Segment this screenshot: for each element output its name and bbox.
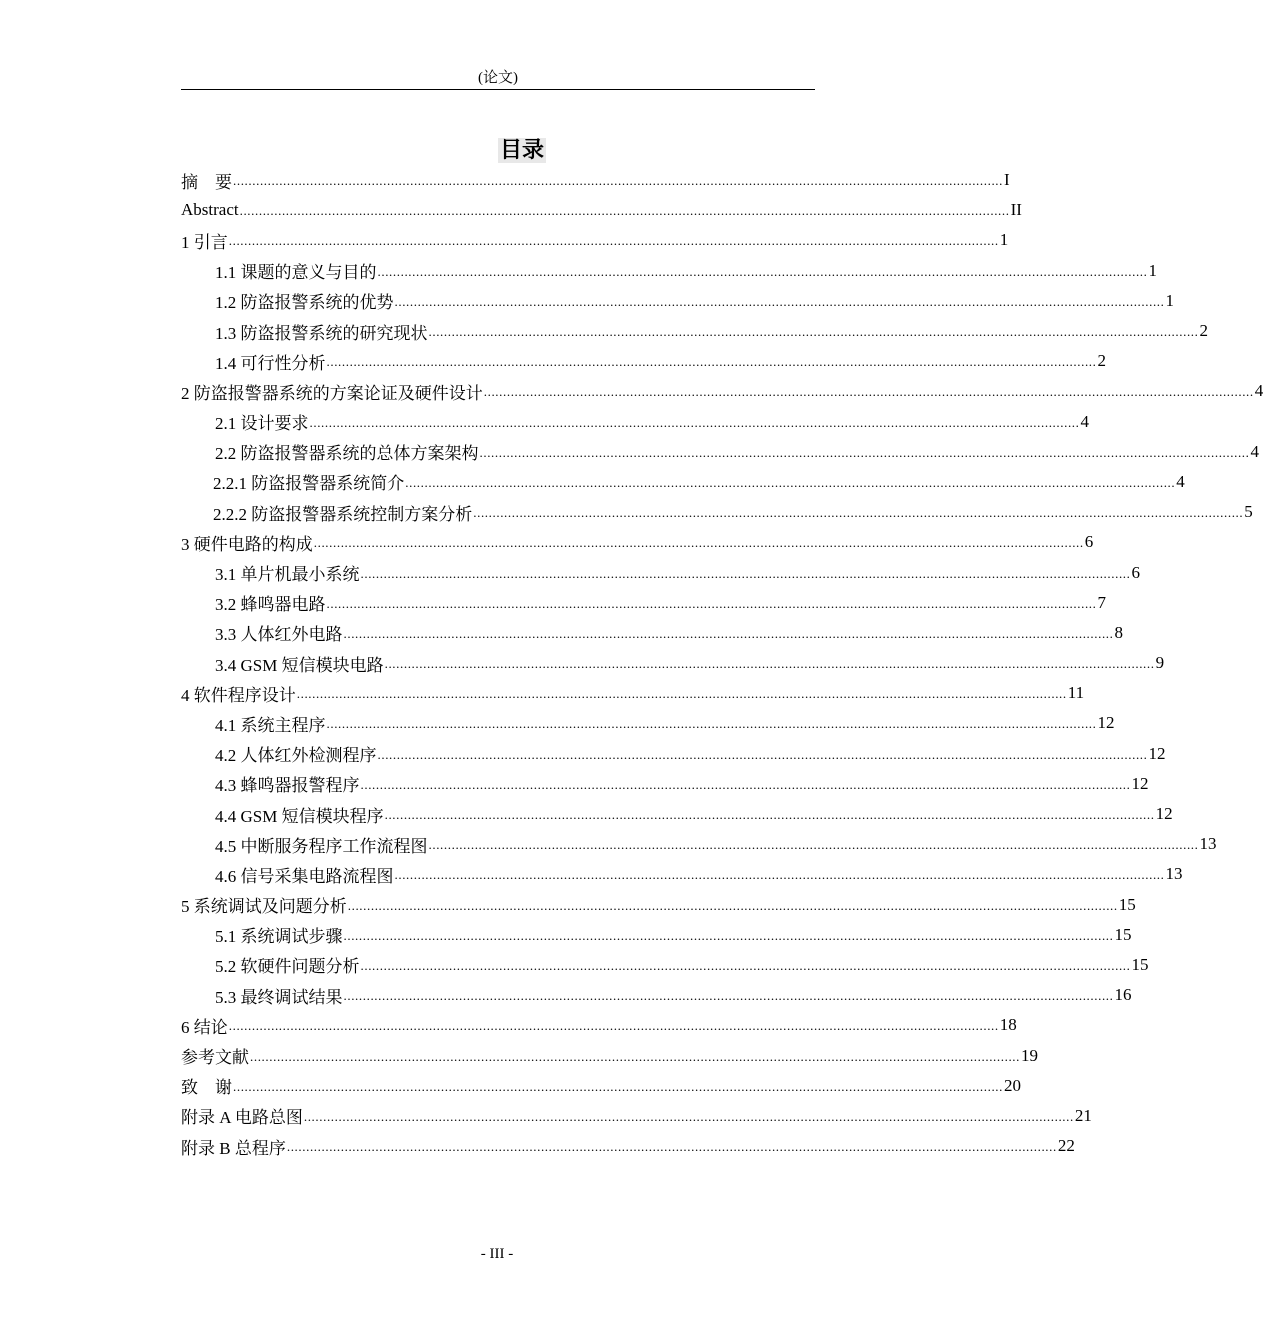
toc-leader-dots: ........................................................................................................................................................................................................ — [228, 1018, 999, 1034]
toc-leader-dots: ........................................................................................................................................................................................................ — [343, 625, 1114, 641]
toc-entry-page: 5 — [1244, 502, 1253, 522]
toc-entry-page: 4 — [1080, 411, 1089, 431]
toc-entry[interactable] — [181, 769, 1149, 799]
toc-entry-page: 18 — [999, 1015, 1017, 1035]
toc-entry-page: 13 — [1165, 864, 1183, 884]
toc-entry-page: 21 — [1074, 1105, 1092, 1125]
toc-entry-label: 附录 A 电路总图 — [181, 1108, 303, 1128]
toc-entry-label: 4 软件程序设计 — [181, 685, 296, 705]
toc-entry[interactable] — [181, 1010, 1017, 1040]
toc-leader-dots: ........................................................................................................................................................................................................ — [286, 1139, 1057, 1155]
toc-entry[interactable] — [181, 256, 1157, 286]
toc-entry[interactable] — [181, 407, 1089, 437]
toc-entry-page: 12 — [1131, 773, 1149, 793]
toc-entry[interactable] — [181, 799, 1173, 829]
toc-entry[interactable] — [181, 890, 1136, 920]
toc-entry[interactable] — [181, 165, 1010, 195]
toc-entry-label: 3.1 单片机最小系统 — [215, 565, 360, 585]
toc-entry-label: 3.2 蜂鸣器电路 — [215, 595, 326, 615]
toc-leader-dots: ........................................................................................................................................................................................................ — [473, 505, 1244, 521]
toc-entry[interactable] — [181, 286, 1174, 316]
toc-entry[interactable] — [181, 527, 1094, 557]
toc-entry-label: 参考文献 — [181, 1048, 249, 1068]
toc-entry-label: 4.6 信号采集电路流程图 — [215, 866, 394, 886]
toc-entry-page: 16 — [1114, 985, 1132, 1005]
toc-entry[interactable] — [181, 950, 1149, 980]
toc-leader-dots: ........................................................................................................................................................................................................ — [377, 746, 1148, 762]
toc-entry-label: Abstract — [181, 200, 239, 220]
toc-entry[interactable] — [181, 437, 1259, 467]
toc-entry-label: 4.2 人体红外检测程序 — [215, 746, 377, 766]
toc-leader-dots: ........................................................................................................................................................................................................ — [394, 867, 1165, 883]
header-divider — [181, 89, 815, 90]
toc-leader-dots: ........................................................................................................................................................................................................ — [428, 324, 1199, 340]
toc-entry-label: 5 系统调试及问题分析 — [181, 897, 347, 917]
toc-leader-dots: ........................................................................................................................................................................................................ — [313, 535, 1084, 551]
toc-leader-dots: ........................................................................................................................................................................................................ — [233, 173, 1003, 189]
toc-leader-dots: ........................................................................................................................................................................................................ — [394, 293, 1165, 309]
toc-entry[interactable] — [181, 708, 1115, 738]
toc-leader-dots: ........................................................................................................................................................................................................ — [309, 414, 1080, 430]
toc-entry-page: 11 — [1067, 683, 1085, 703]
toc-entry[interactable] — [181, 739, 1166, 769]
toc-entry-label: 5.3 最终调试结果 — [215, 987, 343, 1007]
toc-leader-dots: ........................................................................................................................................................................................................ — [428, 837, 1199, 853]
toc-entry-page: 12 — [1155, 804, 1173, 824]
toc-entry-page: 20 — [1004, 1075, 1021, 1095]
toc-entry[interactable] — [181, 678, 1085, 708]
toc-entry[interactable] — [181, 648, 1165, 678]
toc-entry[interactable] — [181, 1071, 1021, 1101]
toc-title-wrapper — [0, 136, 1044, 166]
toc-entry-page: 15 — [1118, 894, 1136, 914]
toc-entry-page: 13 — [1199, 834, 1217, 854]
toc-entry-label: 2.2.1 防盗报警器系统简介 — [213, 474, 405, 494]
page-number: - III - — [480, 1246, 514, 1262]
toc-entry-label: 1.2 防盗报警系统的优势 — [215, 293, 394, 313]
toc-entry-page: 12 — [1148, 743, 1166, 763]
toc-entry[interactable] — [181, 467, 1185, 497]
toc-entry-label: 2.2.2 防盗报警器系统控制方案分析 — [213, 504, 473, 524]
toc-leader-dots: ........................................................................................................................................................................................................ — [405, 474, 1176, 490]
toc-entry[interactable] — [181, 225, 1009, 255]
toc-entry-label: 1.3 防盗报警系统的研究现状 — [215, 323, 428, 343]
toc-leader-dots: ........................................................................................................................................................................................................ — [326, 716, 1097, 732]
toc-leader-dots: ........................................................................................................................................................................................................ — [360, 565, 1131, 581]
toc-leader-dots: ........................................................................................................................................................................................................ — [479, 444, 1250, 460]
toc-entry-page: 1 — [1148, 260, 1157, 280]
toc-entry-page: 4 — [1250, 441, 1259, 461]
toc-entry-label: 2.2 防盗报警器系统的总体方案架构 — [215, 444, 479, 464]
toc-entry-page: 2 — [1097, 351, 1106, 371]
toc-entry-label: 1 引言 — [181, 232, 228, 252]
toc-entry-label: 附录 B 总程序 — [181, 1138, 286, 1158]
toc-entry-label: 4.1 系统主程序 — [215, 715, 326, 735]
toc-entry-page: 6 — [1084, 532, 1094, 552]
toc-entry[interactable] — [181, 1101, 1092, 1131]
toc-entry-page: 4 — [1254, 381, 1263, 401]
toc-entry-page: 15 — [1131, 954, 1149, 974]
table-of-contents — [181, 165, 1263, 1161]
toc-entry[interactable] — [181, 195, 1022, 225]
toc-entry-label: 3.3 人体红外电路 — [215, 625, 343, 645]
toc-leader-dots: ........................................................................................................................................................................................................ — [360, 957, 1131, 973]
toc-leader-dots: ........................................................................................................................................................................................................ — [343, 927, 1114, 943]
toc-entry-label: 1.4 可行性分析 — [215, 353, 326, 373]
toc-entry[interactable] — [181, 859, 1183, 889]
toc-entry-page: 8 — [1114, 622, 1123, 642]
toc-leader-dots: ........................................................................................................................................................................................................ — [377, 263, 1148, 279]
toc-entry-page: 22 — [1057, 1136, 1075, 1156]
toc-entry-page: 12 — [1097, 713, 1115, 733]
toc-entry[interactable] — [181, 588, 1106, 618]
toc-leader-dots: ........................................................................................................................................................................................................ — [343, 988, 1114, 1004]
toc-entry-label: 5.1 系统调试步骤 — [215, 927, 343, 947]
toc-entry-page: 7 — [1097, 592, 1106, 612]
toc-entry-label: 摘 要 — [181, 172, 232, 192]
toc-entry-page: 15 — [1114, 924, 1132, 944]
toc-entry-label: 4.5 中断服务程序工作流程图 — [215, 836, 428, 856]
toc-entry[interactable] — [181, 497, 1253, 527]
toc-entry-page: 1 — [1165, 290, 1174, 310]
toc-entry[interactable] — [181, 346, 1106, 376]
toc-leader-dots: ........................................................................................................................................................................................................ — [347, 897, 1118, 913]
toc-entry-page: 2 — [1199, 321, 1208, 341]
toc-entry-page: 6 — [1131, 562, 1140, 582]
toc-leader-dots: ........................................................................................................................................................................................................ — [228, 233, 999, 249]
toc-entry[interactable] — [181, 1131, 1075, 1161]
toc-entry-label: 5.2 软硬件问题分析 — [215, 957, 360, 977]
toc-entry-page: 19 — [1021, 1045, 1038, 1065]
toc-entry[interactable] — [181, 980, 1132, 1010]
toc-entry-page: 4 — [1176, 471, 1185, 491]
toc-leader-dots: ........................................................................................................................................................................................................ — [233, 1078, 1003, 1094]
page-header: (论文) — [478, 70, 518, 86]
toc-title: 目录 — [499, 138, 544, 163]
toc-entry-page: 9 — [1155, 653, 1165, 673]
toc-leader-dots: ........................................................................................................................................................................................................ — [296, 686, 1067, 702]
toc-entry-page: 1 — [999, 230, 1009, 250]
toc-entry-page: II — [1010, 200, 1022, 220]
toc-leader-dots: ........................................................................................................................................................................................................ — [384, 656, 1155, 672]
toc-leader-dots: ........................................................................................................................................................................................................ — [303, 1108, 1074, 1124]
toc-entry[interactable] — [181, 829, 1217, 859]
toc-entry-label: 致 谢 — [181, 1078, 232, 1098]
toc-leader-dots: ........................................................................................................................................................................................................ — [384, 807, 1155, 823]
toc-leader-dots: ........................................................................................................................................................................................................ — [360, 776, 1131, 792]
toc-entry[interactable] — [181, 1040, 1038, 1070]
toc-entry-label: 4.4 GSM 短信模块程序 — [215, 806, 384, 826]
toc-entry-label: 3 硬件电路的构成 — [181, 534, 313, 554]
toc-entry[interactable] — [181, 618, 1123, 648]
toc-entry-label: 2 防盗报警器系统的方案论证及硬件设计 — [181, 383, 483, 403]
toc-entry-label: 1.1 课题的意义与目的 — [215, 263, 377, 283]
toc-entry-label: 2.1 设计要求 — [215, 414, 309, 434]
toc-entry[interactable] — [181, 557, 1140, 587]
toc-leader-dots: ........................................................................................................................................................................................................ — [326, 354, 1097, 370]
toc-entry-label: 3.4 GSM 短信模块电路 — [215, 655, 384, 675]
toc-leader-dots: ........................................................................................................................................................................................................ — [250, 1048, 1020, 1064]
toc-leader-dots: ........................................................................................................................................................................................................ — [326, 595, 1097, 611]
toc-leader-dots: ........................................................................................................................................................................................................ — [239, 203, 1010, 219]
toc-entry[interactable] — [181, 376, 1263, 406]
toc-entry-label: 4.3 蜂鸣器报警程序 — [215, 776, 360, 796]
toc-entry[interactable] — [181, 316, 1208, 346]
toc-entry-label: 6 结论 — [181, 1017, 228, 1037]
toc-leader-dots: ........................................................................................................................................................................................................ — [483, 384, 1254, 400]
toc-entry[interactable] — [181, 920, 1132, 950]
toc-entry-page: I — [1004, 170, 1010, 190]
